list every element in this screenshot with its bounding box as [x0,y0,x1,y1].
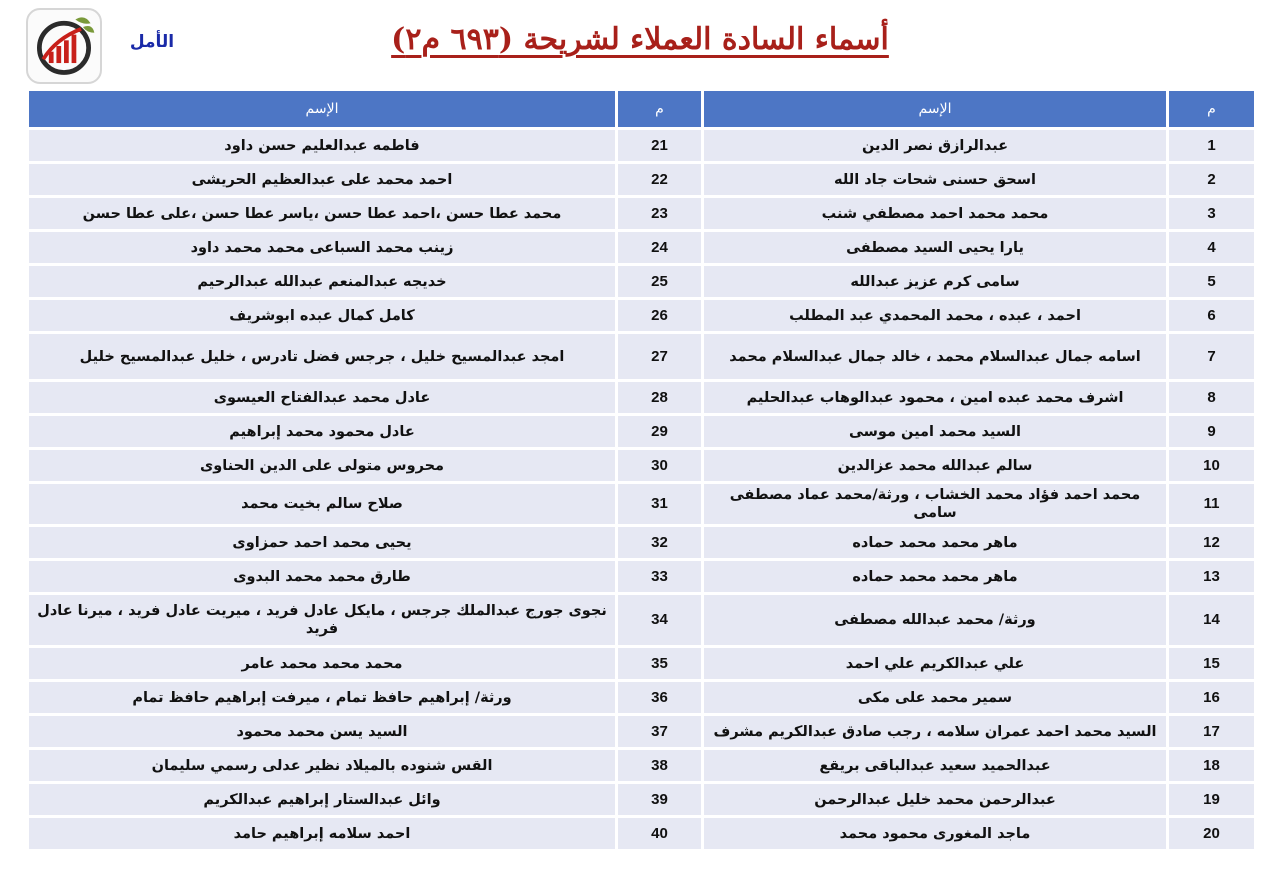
customer-name-left: طارق محمد محمد البدوى [29,561,615,592]
customer-name-right: اشرف محمد عبده امين ، محمود عبدالوهاب عبدالحليم [704,382,1166,413]
row-number-right: 6 [1169,300,1254,331]
table-row [29,750,1254,781]
customer-name-left: عادل محمد عبدالفتاح العيسوى [29,382,615,413]
table-row [29,716,1254,747]
table-row [29,164,1254,195]
row-number-left: 24 [618,232,701,263]
row-number-right: 20 [1169,818,1254,849]
customer-name-right: عبدالحميد سعيد عبدالباقى بريقع [704,750,1166,781]
customer-name-left: يحيى محمد احمد حمزاوى [29,527,615,558]
table-body [29,130,1254,849]
table-row [29,561,1254,592]
row-number-right: 1 [1169,130,1254,161]
customer-name-right: سامى كرم عزيز عبدالله [704,266,1166,297]
customer-name-left: احمد محمد على عبدالعظيم الحريشى [29,164,615,195]
table-row [29,784,1254,815]
row-number-left: 34 [618,595,701,645]
header-num-left: م [618,91,701,127]
table-row [29,527,1254,558]
customer-name-left: محمد عطا حسن ،احمد عطا حسن ،ياسر عطا حسن ،على عطا حسن [29,198,615,229]
customer-name-left: محمد محمد محمد عامر [29,648,615,679]
customer-name-right: محمد محمد احمد مصطفي شنب [704,198,1166,229]
customer-name-left: فاطمه عبدالعليم حسن داود [29,130,615,161]
table-row [29,198,1254,229]
customer-name-left: امجد عبدالمسيح خليل ، جرجس فضل تادرس ، خليل عبدالمسيح خليل [29,334,615,379]
row-number-right: 16 [1169,682,1254,713]
customer-name-left: عادل محمود محمد إبراهيم [29,416,615,447]
row-number-left: 23 [618,198,701,229]
customer-name-right: السيد محمد امين موسى [704,416,1166,447]
customer-name-right: احمد ، عبده ، محمد المحمدي عبد المطلب [704,300,1166,331]
customer-name-right: ماجد المغورى محمود محمد [704,818,1166,849]
row-number-left: 22 [618,164,701,195]
customer-name-right: سمير محمد على مكى [704,682,1166,713]
table-row [29,648,1254,679]
row-number-left: 21 [618,130,701,161]
row-number-right: 14 [1169,595,1254,645]
table-row [29,266,1254,297]
row-number-right: 8 [1169,382,1254,413]
customer-name-left: احمد سلامه إبراهيم حامد [29,818,615,849]
row-number-left: 36 [618,682,701,713]
customer-name-right: محمد احمد فؤاد محمد الخشاب ، ورثة/محمد عماد مصطفى سامى [704,484,1166,524]
row-number-left: 30 [618,450,701,481]
table-row [29,450,1254,481]
customer-name-right: عبدالرحمن محمد خليل عبدالرحمن [704,784,1166,815]
table-row [29,130,1254,161]
customer-name-right: سالم عبدالله محمد عزالدين [704,450,1166,481]
row-number-right: 3 [1169,198,1254,229]
customer-name-right: السيد محمد احمد عمران سلامه ، رجب صادق عبدالكريم مشرف [704,716,1166,747]
customer-name-left: نجوى جورج عبدالملك جرجس ، مايكل عادل فريد ، ميريت عادل فريد ، ميرنا عادل فريد [29,595,615,645]
header-num-right: م [1169,91,1254,127]
customer-name-left: كامل كمال عبده ابوشريف [29,300,615,331]
row-number-left: 37 [618,716,701,747]
page-title: أسماء السادة العملاء لشريحة (٦٩٣ م٢) [391,22,889,57]
row-number-right: 7 [1169,334,1254,379]
customer-name-left: وائل عبدالستار إبراهيم عبدالكريم [29,784,615,815]
row-number-left: 31 [618,484,701,524]
customer-name-right: اسحق حسنى شحات جاد الله [704,164,1166,195]
row-number-right: 9 [1169,416,1254,447]
customer-name-right: ماهر محمد محمد حماده [704,561,1166,592]
row-number-left: 26 [618,300,701,331]
table-row [29,334,1254,379]
row-number-left: 39 [618,784,701,815]
table-row [29,818,1254,849]
row-number-left: 38 [618,750,701,781]
row-number-right: 10 [1169,450,1254,481]
customer-name-right: يارا يحيى السيد مصطفى [704,232,1166,263]
table-row [29,416,1254,447]
table-row [29,595,1254,645]
customer-name-left: زينب محمد السباعى محمد محمد داود [29,232,615,263]
row-number-left: 40 [618,818,701,849]
brand-name [112,32,192,52]
table-header-row [29,91,1254,127]
customer-name-left: السيد يسن محمد محمود [29,716,615,747]
row-number-left: 33 [618,561,701,592]
customer-name-left: القس شنوده بالميلاد نظير عدلى رسمي سليمان [29,750,615,781]
row-number-right: 13 [1169,561,1254,592]
customer-name-right: ورثة/ محمد عبدالله مصطفى [704,595,1166,645]
table-row [29,382,1254,413]
row-number-left: 29 [618,416,701,447]
customer-name-left: ورثة/ إبراهيم حافظ تمام ، ميرفت إبراهيم حافظ تمام [29,682,615,713]
customer-name-left: محروس متولى على الدين الحناوى [29,450,615,481]
table-row [29,232,1254,263]
row-number-left: 35 [618,648,701,679]
row-number-right: 12 [1169,527,1254,558]
customer-name-right: عبدالرازق نصر الدين [704,130,1166,161]
row-number-right: 2 [1169,164,1254,195]
row-number-right: 19 [1169,784,1254,815]
row-number-left: 32 [618,527,701,558]
customers-table [26,88,1257,852]
logo-emblem-icon [28,10,100,82]
row-number-right: 18 [1169,750,1254,781]
row-number-right: 5 [1169,266,1254,297]
row-number-right: 4 [1169,232,1254,263]
row-number-left: 28 [618,382,701,413]
row-number-right: 17 [1169,716,1254,747]
row-number-right: 11 [1169,484,1254,524]
customer-name-right: ماهر محمد محمد حماده [704,527,1166,558]
customer-name-right: اسامه جمال عبدالسلام محمد ، خالد جمال عبدالسلام محمد [704,334,1166,379]
table-row [29,682,1254,713]
table-row [29,484,1254,524]
row-number-left: 25 [618,266,701,297]
header-name-left: الإسم [29,91,615,127]
row-number-left: 27 [618,334,701,379]
customer-name-right: علي عبدالكريم علي احمد [704,648,1166,679]
customer-name-left: صلاح سالم بخيت محمد [29,484,615,524]
logo [26,8,102,84]
header-name-right: الإسم [704,91,1166,127]
row-number-right: 15 [1169,648,1254,679]
brand-text: الأمل [129,32,175,52]
table-row [29,300,1254,331]
customer-name-left: خديجه عبدالمنعم عبدالله عبدالرحيم [29,266,615,297]
